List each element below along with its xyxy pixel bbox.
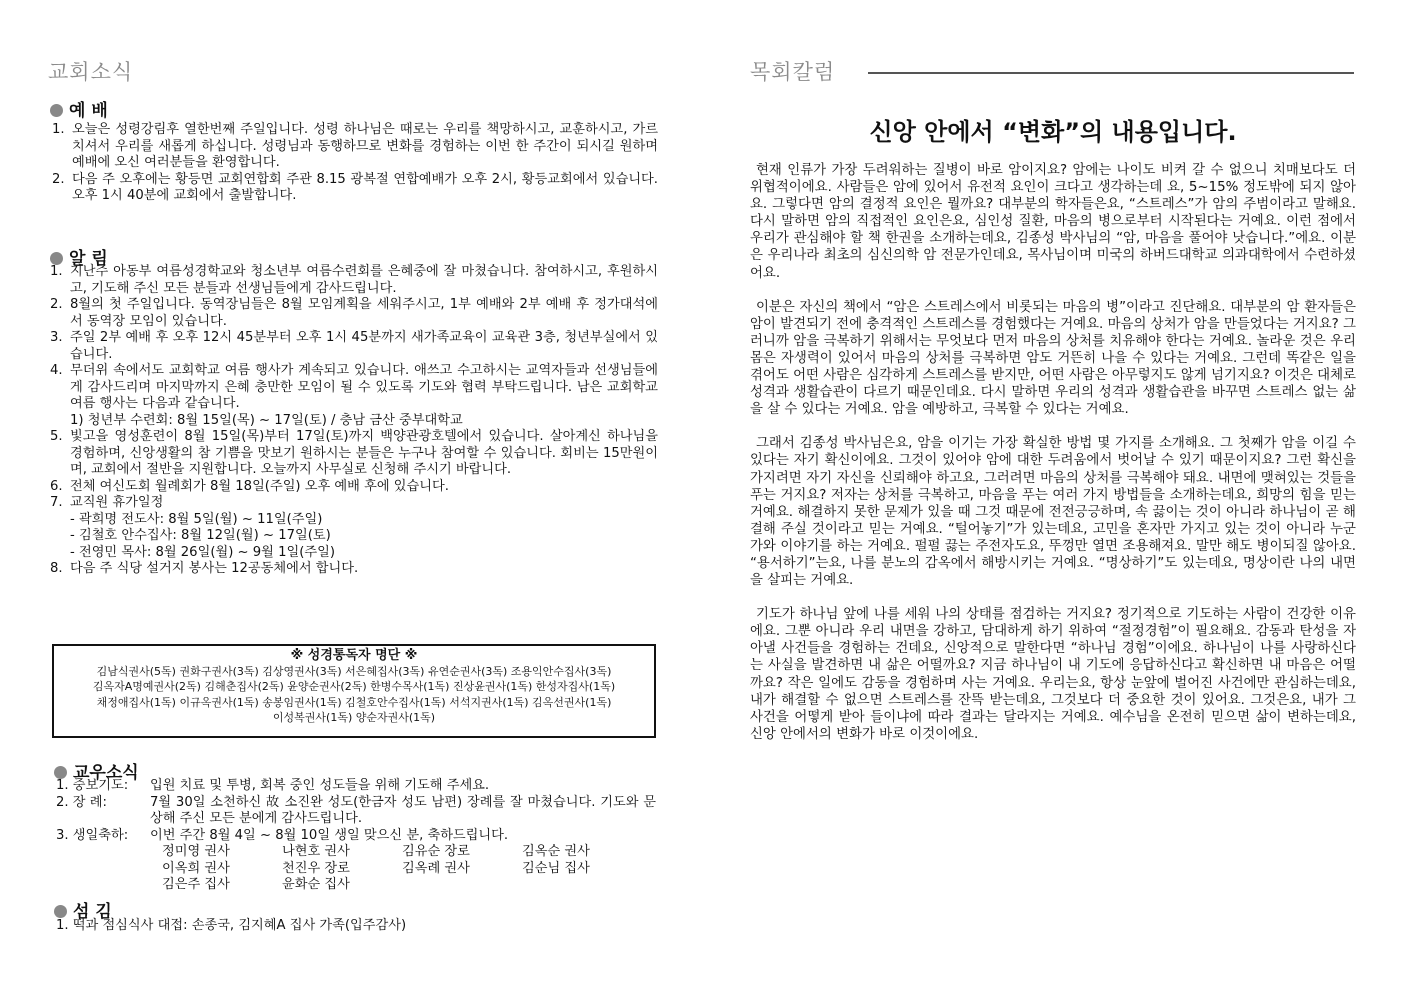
list-item xyxy=(52,122,658,172)
list-item xyxy=(50,495,658,512)
birthday-name-row xyxy=(162,877,656,894)
members-section xyxy=(56,778,656,894)
heading-worship: 예 배 xyxy=(50,96,108,121)
item-text: - 김철호 안수집사: 8월 12일(월) ~ 17일(토) xyxy=(70,528,331,543)
birthday-name: 김옥례 권사 xyxy=(402,860,470,876)
item-text: - 전영민 목사: 8월 26일(월) ~ 9월 1일(주일) xyxy=(70,544,335,560)
item-number: 3. xyxy=(50,330,63,345)
list-item xyxy=(50,363,658,413)
birthday-name-row xyxy=(162,844,656,861)
birthday-name: 김순님 집사 xyxy=(522,860,590,876)
item-text: 전체 여신도회 월례회가 8월 18일(주일) 오후 예배 후에 있습니다. xyxy=(70,478,449,494)
list-item xyxy=(50,330,658,363)
birthday-name: 윤화순 집사 xyxy=(282,877,350,892)
item-text: 교직원 휴가일정 xyxy=(70,495,164,510)
list-item xyxy=(50,561,658,578)
worship-list xyxy=(52,122,658,205)
item-number: 6. xyxy=(50,478,63,494)
list-item xyxy=(50,528,658,545)
item-number: 8. xyxy=(50,561,63,576)
item-text: 다음 주 오후에는 황등면 교회연합회 주관 8.15 광복절 연합예배가 오후 2시, 황등교회에서 있습니다. 오후 1시 40분에 교회에서 출발합니다. xyxy=(72,171,658,203)
bible-box-line: 김남식권사(5독) 권화구권사(3독) 김상영권사(3독) 서은혜집사(3독) 유연순권사(3독) 조용익안수집사(3독) xyxy=(96,664,612,678)
column-title: 신앙 안에서 “변화”의 내용입니다. xyxy=(869,118,1237,146)
prayer-row: 1. 중보기도: 입원 치료 및 투병, 회복 중인 성도들을 위해 기도해 주세요. xyxy=(56,778,490,793)
list-item xyxy=(50,429,658,479)
item-text: - 곽희명 전도사: 8월 5일(월) ~ 11일(주일) xyxy=(70,511,323,527)
birthday-name: 천진우 장로 xyxy=(282,860,350,876)
bible-reader-box xyxy=(52,644,656,738)
list-item xyxy=(50,297,658,330)
funeral-row: 2. 장 례: 7월 30일 소천하신 故 소진완 성도(한금자 성도 남편) 장례를 잘 마쳤습니다. 기도와 문상해 주신 모든 분에게 감사드립니다. xyxy=(56,794,656,826)
item-number: 1. xyxy=(52,122,65,137)
bullet-dot-icon xyxy=(50,104,63,117)
birthday-names xyxy=(150,844,656,894)
item-number: 2. xyxy=(52,171,65,187)
bible-box-line: 채정애집사(1독) 이규옥권사(1독) 송봉임권사(1독) 김철호안수집사(1독) 서석지권사(1독) 김옥선권사(1독) xyxy=(96,695,612,709)
bible-box-title: ※ 성경통독자 명단 ※ xyxy=(290,648,418,663)
list-item xyxy=(50,512,658,529)
birthday-row: 3. 생일축하: 이번 주간 8월 4일 ~ 8월 10일 생일 맞으신 분, 축하드립니다. 정미영 권사 나현호 권사 김유순 장로 김옥순 권사 이옥희 권사 천진우 장로 김옥례 권사 김순님 집사 김은주 집사 윤화순 집사 xyxy=(56,828,656,894)
section-title-column: 목회칼럼 xyxy=(750,60,836,84)
heading-service: 섬 김 xyxy=(54,897,112,922)
column-body xyxy=(750,162,1356,760)
heading-members: 교우소식 xyxy=(54,758,139,783)
item-text: 1) 청년부 수련회: 8월 15일(목) ~ 17일(토) / 충남 금산 중부대학교 xyxy=(70,412,463,428)
column-paragraph: 그래서 김종성 박사님은요, 암을 이기는 가장 확실한 방법 몇 가지를 소개해요. 그 첫째가 암을 이길 수 있다는 자기 확신이에요. 그것이 있어야 암에 대한 두려움에서 벗어날 수 있기 때문이지요? 그런 확신을 가지려면 자기 자신을 신뢰해야 하고요, 그러려면 마음의 상처를 극복해야 돼요. 내면에 맺혀있는 것들을 푸는 거지요? 저자는 상처를 극복하고, 마음을 푸는 여러 가지 방법들을 소개하는데요, 희망의 힘을 믿는 거예요. 해결하지 못한 문제가 있을 때 그것 때문에 전전긍긍하며, 속 끓이는 것이 아니라 하나님이 곧 해결해 주실 것이라고 믿는 거예요. “털어놓기”가 있는데요, 고민을 혼자만 가지고 있는 것이 아니라 누군가와 이야기를 하는 거예요. 펄펄 끓는 주전자도요, 뚜껑만 열면 조용해져요. 말만 해도 병이되질 않아요. “용서하기”는요, 나를 분노의 감옥에서 해방시키는 거예요. “명상하기”도 있는데요, 명상이란 나의 내면을 살피는 거예요. xyxy=(750,436,1356,589)
item-text: 지난주 아동부 여름성경학교와 청소년부 여름수련회를 은혜중에 잘 마쳤습니다. 참여하시고, 후원하시고, 기도해 주신 모든 분들과 선생님들에게 감사드립니다. xyxy=(70,264,658,296)
item-text: 주일 2부 예배 후 오후 12시 45분부터 오후 1시 45분까지 새가족교육이 교육관 3층, 청년부실에서 있습니다. xyxy=(70,330,658,362)
heading-notice: 알 림 xyxy=(50,244,108,269)
item-number: 7. xyxy=(50,495,63,510)
birthday-name: 김유순 장로 xyxy=(402,844,470,859)
list-item xyxy=(50,545,658,562)
item-number: 5. xyxy=(50,429,63,444)
item-number: 1. xyxy=(50,264,63,279)
bible-box-lines xyxy=(54,664,654,726)
column-paragraph: 현재 인류가 가장 두려워하는 질병이 바로 암이지요? 암에는 나이도 비켜 갈 수 없으니 치매보다도 더 위협적이에요. 사람들은 암에 있어서 유전적 요인이 크다고 생각하는데 요, 5~15% 정도밖에 되지 않아요. 그렇다면 암의 결정적 요인은 뭘까요? 대부분의 학자들은요, “스트레스”가 암의 주범이라고 말해요. 다시 말하면 암의 직접적인 요인은요, 심인성 질환, 마음의 병으로부터 시작된다는 거예요. 이런 점에서 우리가 관심해야 할 책 한권을 소개하는데요, 김종성 박사님의 “암, 마음을 풀어야 낫습니다.”에요. 이분은 우리나라 최초의 심신의학 암 전문가인데요, 목사님이며 미국의 하버드대학교 의과대학에서 수련하셨어요. xyxy=(750,163,1356,281)
header-rule xyxy=(868,72,1354,74)
bible-box-line: 김옥자A명예권사(2독) 김해춘집사(2독) 윤양순권사(2독) 한병수목사(1독) 진상윤권사(1독) 한성자집사(1독) xyxy=(92,680,616,694)
birthday-name: 김은주 집사 xyxy=(162,877,230,892)
birthday-name: 김옥순 권사 xyxy=(522,844,590,859)
list-item xyxy=(50,413,658,430)
notice-list xyxy=(50,264,658,578)
item-text: 8월의 첫 주일입니다. 동역장님들은 8월 모임계획을 세워주시고, 1부 예배와 2부 예배 후 정가대석에서 동역장 모임이 있습니다. xyxy=(70,297,658,329)
birthday-name: 나현호 권사 xyxy=(282,844,350,859)
item-number: 2. xyxy=(50,297,63,312)
item-text: 빛고을 영성훈련이 8월 15일(목)부터 17일(토)까지 백양관광호텔에서 있습니다. 살아계신 하나님을 경험하며, 신앙생활의 참 기쁨을 맛보기 원하시는 분들은 누구나 참여할 수 있습니다. 회비는 15만원이며, 교회에서 절반을 지원합니다. 오늘까지 사무실로 신청해 주시기 바랍니다. xyxy=(70,429,658,477)
list-item xyxy=(50,264,658,297)
list-item xyxy=(52,172,658,205)
list-item xyxy=(50,479,658,496)
section-title-church-news: 교회소식 xyxy=(48,60,134,84)
bible-box-line: 이성복권사(1독) 양순자권사(1독) xyxy=(272,711,436,725)
bullet-dot-icon xyxy=(54,905,67,918)
birthday-name: 정미영 권사 xyxy=(162,844,230,859)
column-paragraph: 이분은 자신의 책에서 “암은 스트레스에서 비롯되는 마음의 병”이라고 진단해요. 대부분의 암 환자들은 암이 발견되기 전에 충격적인 스트레스를 경험했다는 거예요. 마음의 상처가 암을 만들었다는 거지요? 그러니까 암을 극복하기 위해서는 무엇보다 먼저 마음의 상처를 치유해야 한다는 거예요. 놀라운 것은 우리 몸은 자생력이 있어서 마음의 상처를 극복하면 암도 거뜬히 나을 수 있다는 거예요. 그런데 똑같은 일을 겪어도 어떤 사람은 심각하게 스트레스를 받지만, 어떤 사람은 아무렇지도 않게 넘기지요? 이것은 대체로 성격과 생활습관이 다르기 때문인데요. 다시 말하면 우리의 성격과 생활습관을 바꾸면 스트레스 없는 삶을 살 수 있다는 거예요. 암을 예방하고, 극복할 수 있다는 거예요. xyxy=(750,299,1356,418)
birthday-name-row xyxy=(162,861,656,878)
item-number: 4. xyxy=(50,363,63,378)
item-text: 다음 주 식당 설거지 봉사는 12공동체에서 합니다. xyxy=(70,561,359,576)
service-row: 1. 떡과 점심식사 대접: 손종국, 김지혜A 집사 가족(입주감사) xyxy=(56,918,407,933)
item-text: 무더위 속에서도 교회학교 여름 행사가 계속되고 있습니다. 애쓰고 수고하시는 교역자들과 선생님들에게 감사드리며 마지막까지 은혜 충만한 모임이 될 수 있도록 기도와 협력 부탁드립니다. 남은 교회학교 여름 행사는 다음과 같습니다. xyxy=(70,363,658,411)
column-paragraph: 기도가 하나님 앞에 나를 세워 나의 상태를 점검하는 거지요? 정기적으로 기도하는 사람이 건강한 이유에요. 그뿐 아니라 우리 내면을 강하고, 담대하게 하기 위하여 “절정경험”이 필요해요. 감동과 탄성을 자아낼 사건들을 경험하는 건데요, 신앙적으로 말한다면 “하나님 경험”이에요. 하나님이 나를 사랑하신다는 사실을 발견하면 내 삶은 어떨까요? 지금 하나님이 내 기도에 응답하신다고 확신하면 내 마음은 어떨까요? 작은 일에도 감동을 경험하며 사는 거예요. 우리는요, 항상 눈앞에 벌어진 사건에만 관심하는데요, 내가 해결할 수 없으면 스트레스를 잔뜩 받는데요, 그것보다 더 중요한 것이 있어요. 그것은요, 내가 그 사건을 어떻게 받아 들이냐에 따라 결과는 달라지는 거예요. 예수님을 온전히 믿으면 삶이 변하는데요, 신앙 안에서의 변화가 바로 이것이에요. xyxy=(750,607,1356,742)
item-text: 오늘은 성령강림후 열한번째 주일입니다. 성령 하나님은 때로는 우리를 책망하시고, 교훈하시고, 가르치셔서 우리를 새롭게 하십니다. 성령님과 동행하므로 변화를 경험하는 이번 한 주간이 되시길 원하며 예배에 오신 여러분들을 환영합니다. xyxy=(72,122,658,170)
birthday-name: 이옥희 권사 xyxy=(162,860,230,876)
